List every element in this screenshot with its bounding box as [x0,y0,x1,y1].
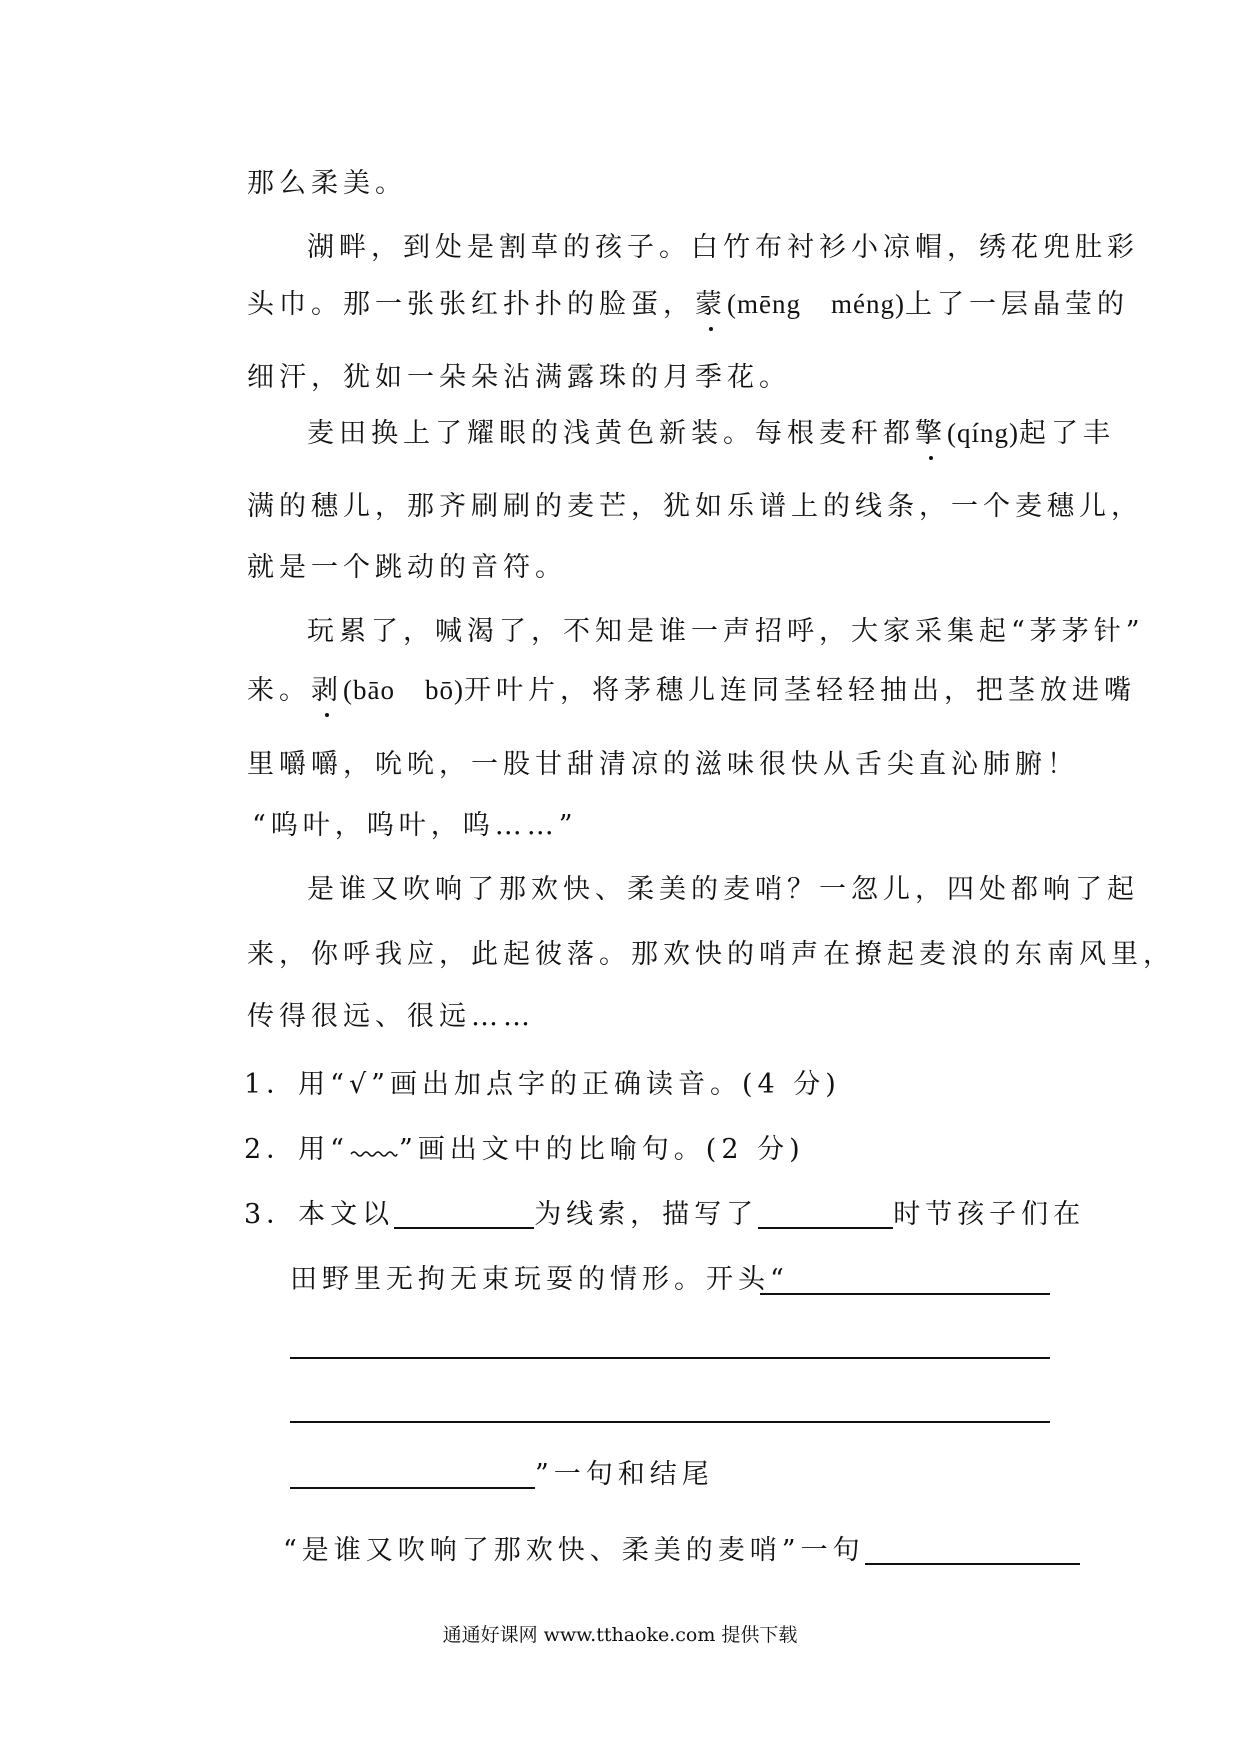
question-text: 田野里无拘无束玩耍的情形。开头“ [290,1264,789,1295]
question-text: 2．用“ [244,1134,349,1165]
passage-text: 满的穗儿，那齐刷刷的麦芒，犹如乐谱上的线条，一个麦穗儿， [247,491,1143,522]
passage-text: 上了一层晶莹的 [904,289,1129,320]
question-3-line [290,1260,789,1300]
pinyin-option: méng) [830,289,905,319]
passage-text: 头巾。那一张张红扑扑的脸蛋， [247,289,695,320]
passage-line [247,358,791,398]
dotted-character: 剥 [311,671,343,711]
answer-blank[interactable] [758,1197,893,1229]
question-1 [244,1065,841,1105]
question-text: ”一句和结尾 [535,1459,714,1490]
passage-line [252,806,578,846]
footer-text: 通通好课网 www.tthaoke.com 提供下载 [442,1624,798,1646]
passage-text: 那么柔美。 [247,168,407,199]
passage-line [247,164,407,204]
answer-line[interactable] [290,1357,1050,1359]
pinyin-option: bō) [424,675,464,705]
dotted-character: 蒙 [695,285,727,325]
passage-text: 玩累了，喊渴了，不知是谁一声招呼，大家采集起“茅茅针” [307,616,1145,647]
passage-text: “呜叶，呜叶，呜……” [252,810,578,841]
passage-text: 起了丰 [1018,418,1115,449]
passage-line [307,870,1139,910]
passage-text: 细汗，犹如一朵朵沾满露珠的月季花。 [247,362,791,393]
passage-line [307,612,1145,652]
question-3 [244,1195,1085,1235]
question-text: 为线索，描写了 [534,1199,759,1230]
question-2 [244,1130,805,1170]
pinyin-option: (bāo [343,675,395,705]
wavy-underline-icon [349,1140,399,1158]
passage-text: 麦田换上了耀眼的浅黄色新装。每根麦秆都 [307,418,915,449]
pinyin-option: (mēng [727,289,801,319]
question-text: 时节孩子们在 [893,1199,1086,1230]
passage-text: 来。 [247,675,311,706]
passage-line [247,935,1175,975]
passage-text: 传得很远、很远…… [247,1001,535,1032]
question-text: “是谁又吹响了那欢快、柔美的麦哨”一句 [283,1535,865,1566]
passage-text: 是谁又吹响了那欢快、柔美的麦哨？一忽儿，四处都响了起 [307,874,1139,905]
passage-line [247,670,1136,711]
answer-blank[interactable] [290,1457,535,1489]
pinyin-option: (qíng) [947,418,1019,448]
question-3-line [290,1455,714,1495]
passage-line [247,997,535,1037]
passage-line [307,413,1115,454]
passage-text: 里嚼嚼，吮吮，一股甘甜清凉的滋味很快从舌尖直沁肺腑！ [247,749,1079,780]
answer-line[interactable] [290,1421,1050,1423]
passage-text: 湖畔，到处是割草的孩子。白竹布衬衫小凉帽，绣花兜肚彩 [307,232,1139,263]
passage-text: 来，你呼我应，此起彼落。那欢快的哨声在撩起麦浪的东南风里， [247,939,1175,970]
passage-text: 开叶片，将茅穗儿连同茎轻轻抽出，把茎放进嘴 [463,675,1136,706]
dotted-character: 擎 [915,414,947,454]
answer-blank[interactable] [865,1533,1080,1565]
answer-line[interactable] [760,1293,1050,1295]
passage-line [247,487,1143,527]
passage-line [247,548,567,588]
passage-line [307,228,1139,268]
question-text: ”画出文中的比喻句。(2 分) [398,1134,805,1165]
answer-blank[interactable] [394,1197,534,1229]
question-text: 1．用“√”画出加点字的正确读音。(4 分) [244,1069,841,1100]
passage-text: 就是一个跳动的音符。 [247,552,567,583]
passage-line [247,745,1079,785]
passage-line [247,284,1129,325]
question-text: 3．本文以 [244,1199,395,1230]
question-3-line [283,1531,1080,1571]
